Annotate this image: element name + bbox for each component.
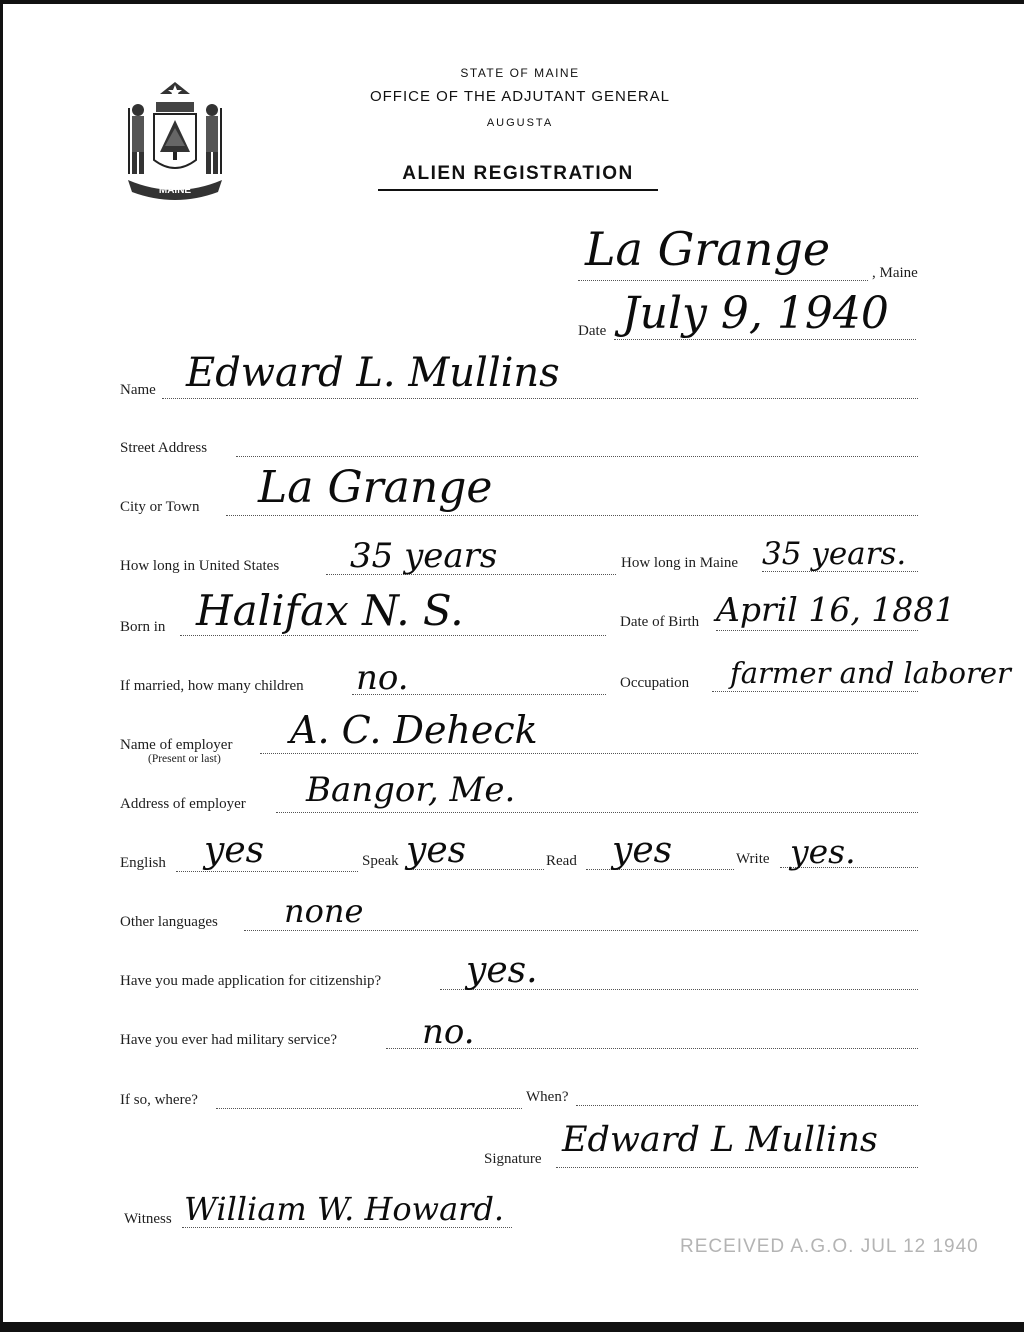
employer-value: A. C. Deheck [290,708,538,752]
employer-line [260,753,918,754]
born-in-label: Born in [120,619,166,635]
seal-banner-text: MAINE [158,185,192,196]
other-languages-label: Other languages [120,914,218,930]
scan-edge-bottom [0,1322,1024,1332]
children-value: no. [356,658,409,698]
name-label: Name [120,382,156,398]
street-address-line [236,456,918,457]
how-long-us-label: How long in United States [120,558,280,574]
name-value: Edward L. Mullins [186,350,560,396]
received-stamp: RECEIVED A.G.O. JUL 12 1940 [680,1236,979,1257]
city-town-value: La Grange [258,462,493,513]
other-languages-line [244,930,918,931]
signature-label: Signature [484,1151,542,1167]
header-office: OFFICE OF THE ADJUTANT GENERAL [369,88,671,105]
how-long-us-value: 35 years [350,536,498,576]
employer-address-value: Bangor, Me. [306,770,516,810]
signature-line [556,1167,918,1168]
speak-value: yes [406,830,467,871]
date-line [614,339,916,340]
city-town-label: City or Town [120,499,200,515]
date-value: July 9, 1940 [622,288,889,339]
english-label: English [120,855,166,871]
date-of-birth-value: April 16, 1881 [716,590,956,629]
date-label: Date [578,323,607,339]
employer-address-label: Address of employer [120,796,246,812]
read-value: yes [612,830,673,871]
occupation-label: Occupation [620,675,690,691]
city-town-line [226,515,918,516]
employer-note: (Present or last) [148,753,221,765]
maine-seal-image [120,80,230,200]
header-city: AUGUSTA [486,117,554,129]
town-value: La Grange [585,222,831,276]
other-languages-value: none [284,892,364,930]
maine-label: , Maine [872,265,918,281]
citizenship-value: yes. [466,950,538,991]
how-long-maine-value: 35 years. [762,536,907,572]
witness-value: William W. Howard. [184,1190,505,1228]
citizenship-label: Have you made application for citizenship? [120,973,382,989]
date-of-birth-line [716,630,918,631]
header-state: STATE OF MAINE [460,66,580,80]
occupation-value: farmer and laborer [730,656,1011,690]
town-line [578,280,868,281]
form-title: ALIEN REGISTRATION [378,163,658,191]
name-line [162,398,918,399]
date-of-birth-label: Date of Birth [620,614,700,630]
when-line [576,1105,918,1106]
occupation-line [712,691,918,692]
how-long-maine-label: How long in Maine [621,555,739,571]
employer-label: Name of employer [120,737,233,753]
military-label: Have you ever had military service? [120,1032,337,1048]
born-in-line [180,635,606,636]
where-line [216,1108,522,1109]
scan-edge-top [0,0,1024,4]
street-address-label: Street Address [120,440,208,456]
english-value: yes [204,830,265,871]
write-value: yes. [790,832,856,871]
scan-edge-left [0,0,3,1332]
read-label: Read [546,853,577,869]
where-label: If so, where? [120,1092,198,1108]
english-line [176,871,358,872]
speak-label: Speak [362,853,399,869]
born-in-value: Halifax N. S. [196,586,464,635]
employer-address-line [276,812,918,813]
when-label: When? [526,1089,569,1105]
write-label: Write [736,851,770,867]
children-label: If married, how many children [120,678,304,694]
military-value: no. [422,1012,475,1052]
signature-value: Edward L Mullins [562,1120,878,1160]
witness-label: Witness [124,1211,172,1227]
